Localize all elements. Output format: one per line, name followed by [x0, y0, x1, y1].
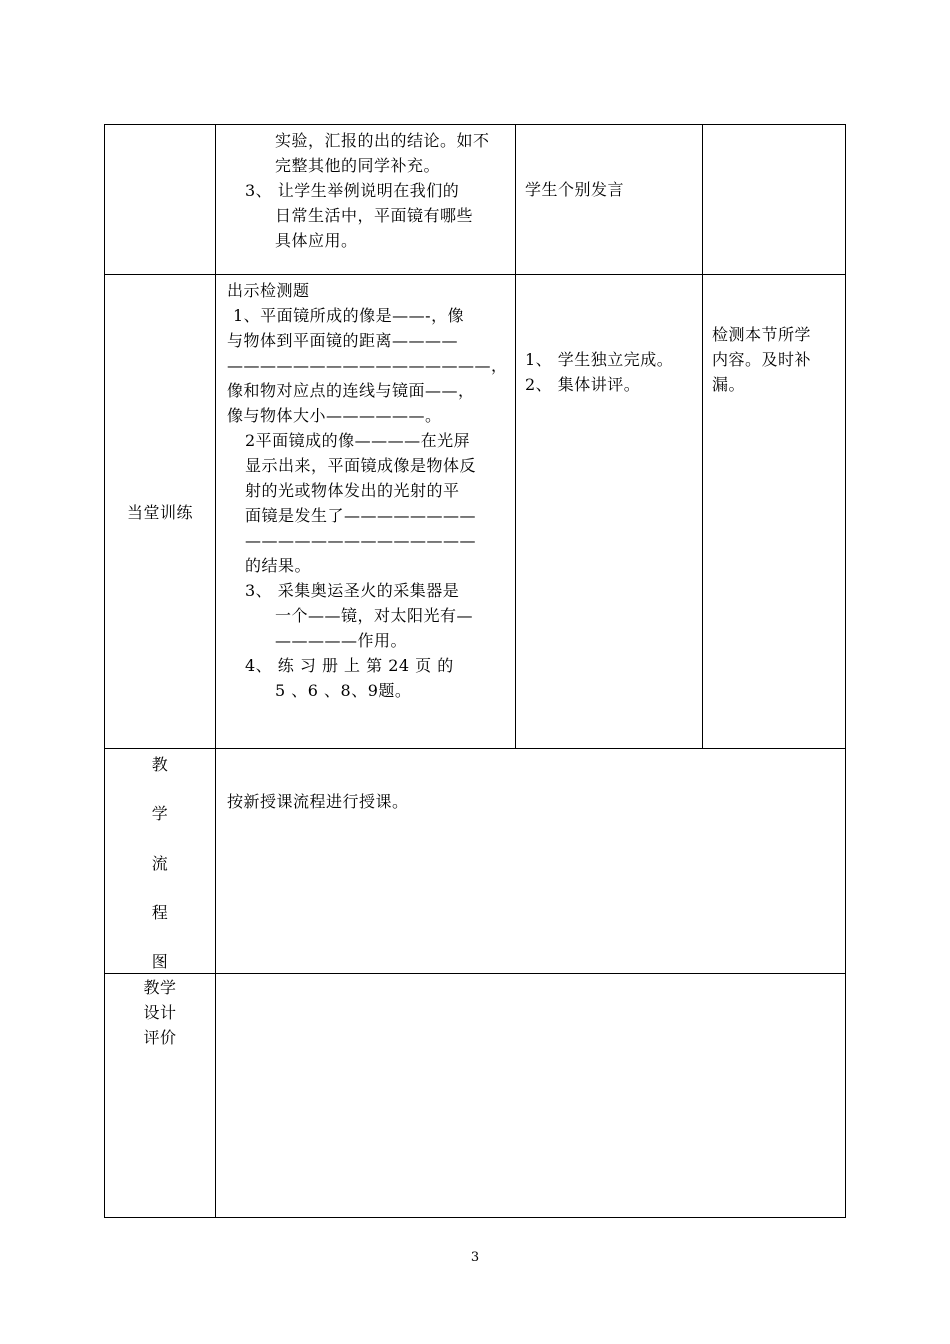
row4-label-line: 评价 [143, 1028, 177, 1047]
row4-label-line: 教学 [143, 978, 177, 997]
row1-content-line: 日常生活中，平面镜有哪些 [275, 206, 474, 225]
row2-content-line: 射的光或物体发出的光射的平 [245, 481, 460, 500]
row2-content-line: 3、 采集奥运圣火的采集器是 [245, 581, 460, 600]
row2-content-line: 5 、6 、8、9题。 [275, 681, 412, 700]
row1-content-line: 3、 让学生举例说明在我们的 [245, 181, 460, 200]
row3-content: 按新授课流程进行授课。 [227, 792, 409, 811]
row2-student-line: 1、 学生独立完成。 [525, 350, 674, 369]
row3-label-char: 程 [151, 903, 169, 922]
row3-label-char: 流 [151, 854, 169, 873]
row4-label-line: 设计 [143, 1003, 177, 1022]
row2-content-line: 像和物对应点的连线与镜面——， [227, 381, 475, 400]
row2-content-line: 显示出来，平面镜成像是物体反 [245, 456, 477, 475]
lesson-plan-table [104, 124, 846, 1218]
row2-content-line: 2平面镜成的像————在光屏 [245, 431, 471, 450]
row2-intent-line: 漏。 [712, 375, 746, 394]
row1-content-line: 具体应用。 [275, 231, 358, 250]
column-divider [702, 125, 703, 748]
row1-student-activity: 学生个别发言 [525, 180, 625, 199]
row2-content-line: 1、平面镜所成的像是——-，像 [233, 306, 465, 325]
row1-content-line: 实验，汇报的出的结论。如不 [275, 131, 490, 150]
row2-content-line: ————————————————， [227, 356, 508, 375]
row-divider [105, 274, 845, 275]
row-divider [105, 748, 845, 749]
row1-content-line: 完整其他的同学补充。 [275, 156, 441, 175]
row-divider [105, 973, 845, 974]
row2-content-line: 像与物体大小——————。 [227, 406, 442, 425]
row2-content-line: 4、 练 习 册 上 第 24 页 的 [245, 656, 454, 675]
row3-label-char: 教 [151, 755, 169, 774]
row2-student-line: 2、 集体讲评。 [525, 375, 641, 394]
row3-label-char: 学 [151, 804, 169, 823]
row2-content-line: 的结果。 [245, 556, 312, 575]
row2-content-line: 与物体到平面镜的距离———— [227, 331, 459, 350]
page-number: 3 [470, 1250, 480, 1265]
row2-label: 当堂训练 [126, 503, 193, 522]
row2-intent-line: 内容。及时补 [712, 350, 812, 369]
row2-content-line: 面镜是发生了———————— [245, 506, 477, 525]
row2-intent-line: 检测本节所学 [712, 325, 812, 344]
row2-content-line: —————作用。 [275, 631, 408, 650]
column-divider [515, 125, 516, 748]
row2-content-line: 一个——镜，对太阳光有— [275, 606, 474, 625]
column-divider [215, 125, 216, 1217]
row3-label-char: 图 [151, 952, 169, 971]
row2-content-line: —————————————— [245, 531, 476, 550]
row2-content-line: 出示检测题 [227, 281, 310, 300]
